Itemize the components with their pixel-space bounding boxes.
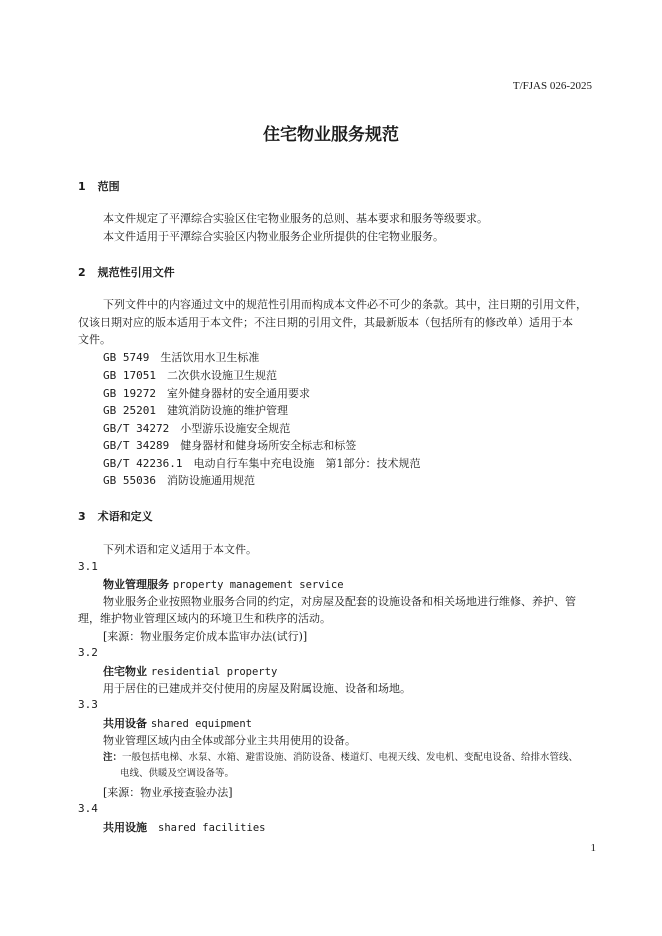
reference-item: [103, 349, 259, 366]
term-title: [103, 576, 344, 592]
section-2-heading: [78, 264, 175, 280]
page-number: 1: [590, 842, 596, 854]
paragraph-line: 下列文件中的内容通过文中的规范性引用而构成本文件必不可少的条款。其中，注日期的引用文件，: [103, 298, 587, 311]
paragraph: 本文件规定了平潭综合实验区住宅物业服务的总则、基本要求和服务等级要求。: [103, 212, 488, 225]
note-text: 一般包括电梯、水泵、水箱、避雷设施、消防设备、楼道灯、电视天线、发电机、变配电设备、给排水管线、: [122, 752, 579, 763]
term-definition: 用于居住的已建成并交付使用的房屋及附属设施、设备和场地。: [103, 682, 411, 695]
reference-item: [103, 420, 290, 437]
paragraph: 下列术语和定义适用于本文件。: [103, 543, 257, 556]
section-number: 1: [78, 180, 86, 193]
term-number: 3.1: [78, 560, 98, 573]
term-definition: 理，维护物业管理区域内的环境卫生和秩序的活动。: [78, 612, 331, 625]
term-title: [103, 715, 252, 731]
reference-item: [103, 367, 277, 384]
reference-item: [103, 385, 310, 402]
term-en: shared facilities: [158, 822, 266, 834]
reference-item: [103, 455, 420, 472]
reference-code: GB/T 34272: [103, 422, 170, 435]
term-title: [103, 819, 265, 835]
term-note-continuation: 电线、供暖及空调设备等。: [120, 768, 235, 779]
reference-title: 室外健身器材的安全通用要求: [166, 387, 310, 400]
section-title: 范围: [97, 180, 120, 193]
term-title: [103, 663, 277, 679]
term-en: shared equipment: [150, 718, 252, 730]
term-number: 3.4: [78, 802, 98, 815]
term-zh: 共用设备: [103, 717, 147, 730]
page-title: 住宅物业服务规范: [263, 125, 399, 145]
reference-code: GB 5749: [103, 351, 150, 364]
term-note: [103, 750, 578, 766]
term-source: [来源：物业承接查验办法]: [103, 786, 233, 799]
reference-code: GB 19272: [103, 387, 156, 400]
term-en: property management service: [172, 579, 344, 591]
paragraph-line: 文件。: [78, 333, 111, 346]
reference-title: 消防设施通用规范: [166, 474, 255, 487]
section-number: 2: [78, 266, 86, 279]
reference-code: GB 17051: [103, 369, 156, 382]
section-1-heading: [78, 178, 120, 194]
section-3-heading: [78, 508, 153, 524]
section-title: 术语和定义: [97, 510, 153, 523]
reference-title: 生活饮用水卫生标准: [160, 351, 260, 364]
reference-item: [103, 437, 356, 454]
term-definition: 物业服务企业按照物业服务合同的约定，对房屋及配套的设施设备和相关场地进行维修、养护、管: [103, 595, 576, 608]
reference-item: [103, 402, 288, 419]
section-title: 规范性引用文件: [97, 266, 175, 279]
reference-code: GB/T 34289: [103, 439, 170, 452]
term-zh: 共用设施: [103, 821, 147, 834]
document-code: T/FJAS 026-2025: [512, 80, 592, 92]
reference-item: [103, 472, 255, 489]
reference-title: 电动自行车集中充电设施 第1部分：技术规范: [193, 457, 421, 470]
term-definition: 物业管理区域内由全体或部分业主共用使用的设备。: [103, 734, 356, 747]
reference-title: 二次供水设施卫生规范: [166, 369, 277, 382]
term-zh: 住宅物业: [103, 665, 147, 678]
term-source: [来源：物业服务定价成本监审办法(试行)]: [103, 630, 308, 643]
reference-title: 小型游乐设施安全规范: [180, 422, 291, 435]
term-number: 3.2: [78, 646, 98, 659]
paragraph: 本文件适用于平潭综合实验区内物业服务企业所提供的住宅物业服务。: [103, 230, 444, 243]
reference-title: 健身器材和健身场所安全标志和标签: [180, 439, 357, 452]
note-label: 注：: [103, 752, 123, 763]
paragraph-line: 仅该日期对应的版本适用于本文件；不注日期的引用文件，其最新版本（包括所有的修改单）适用于本: [78, 316, 573, 329]
reference-code: GB 55036: [103, 474, 156, 487]
section-number: 3: [78, 510, 86, 523]
reference-code: GB/T 42236.1: [103, 457, 183, 470]
term-zh: 物业管理服务: [103, 578, 169, 591]
term-number: 3.3: [78, 698, 98, 711]
term-en: residential property: [150, 666, 278, 678]
reference-code: GB 25201: [103, 404, 156, 417]
reference-title: 建筑消防设施的维护管理: [166, 404, 288, 417]
